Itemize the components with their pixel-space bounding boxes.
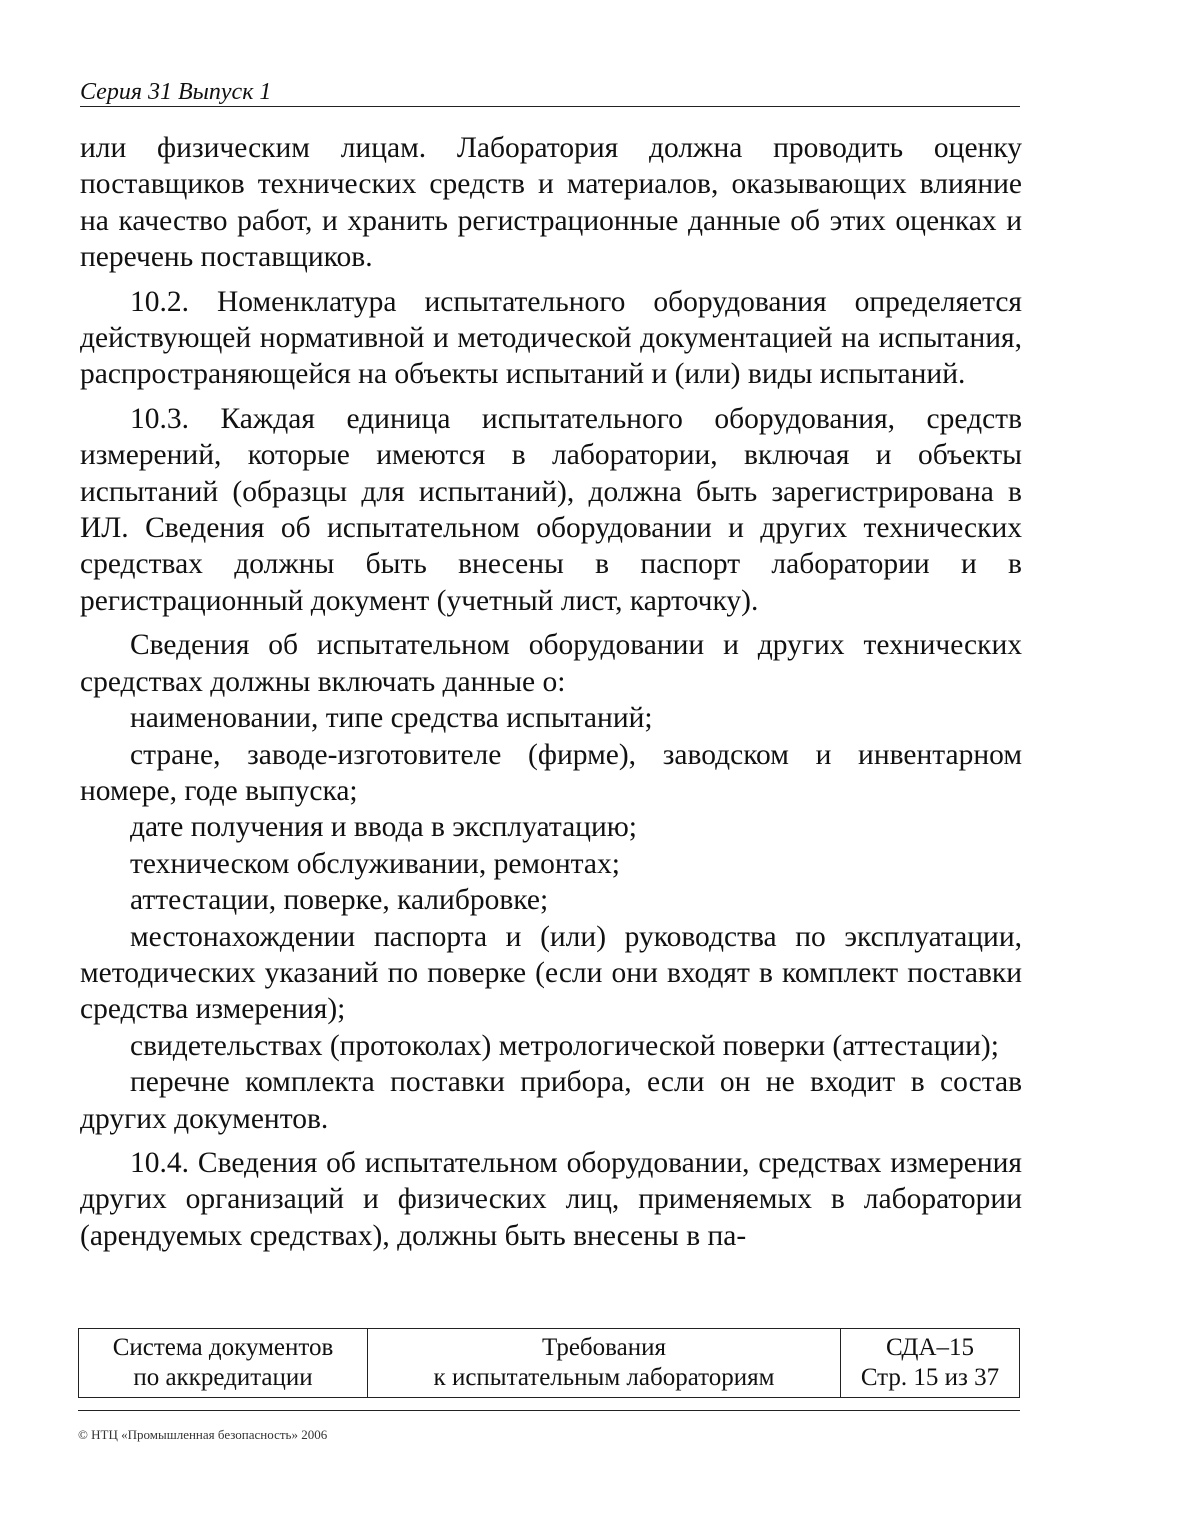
list-item: техническом обслуживании, ремонтах; (130, 847, 620, 880)
list-item: наименовании, типе средства испытаний; (130, 702, 653, 735)
footer-code-cell (841, 1329, 1020, 1398)
footer-code: СДА–15 (885, 1334, 975, 1361)
list-item: местонахождении паспорта и (или) руководства по эксплуатации, методических указаний по поверке (если они входят в комплект поставки средства измерения); (80, 920, 1022, 1026)
list-item: стране, заводе-изготовителе (фирме), заводском и инвентарном номере, годе выпуска; (80, 738, 1022, 807)
paragraph: 10.2. Номенклатура испытательного оборудования определяется действующей нормативной и методической документацией на испытания, распространяющейся на объекты испытаний и (или) виды испытаний. (80, 285, 1022, 391)
copyright-text: © НТЦ «Промышленная безопасность» 2006 (78, 1427, 328, 1442)
footer-divider (78, 1410, 1020, 1411)
footer-title-cell (368, 1329, 841, 1398)
footer-table (78, 1328, 1020, 1398)
list-item: свидетельствах (протоколах) метрологической поверки (аттестации); (130, 1029, 999, 1062)
footer-title-line2: к испытательным лабораториям (433, 1364, 775, 1391)
paragraph: 10.4. Сведения об испытательном оборудовании, средствах измерения других организаций и физических лиц, применяемых в лаборатории (арендуемых средствах), должны быть внесены в па- (80, 1146, 1022, 1252)
list-item: аттестации, поверке, калибровке; (130, 884, 549, 917)
paragraph: 10.3. Каждая единица испытательного оборудования, средств измерений, которые имеются в лаборатории, включая и объекты испытаний (образцы для испытаний), должна быть зарегистрирована в ИЛ. Сведения об испытательном оборудовании и других технических средствах должны быть внесены в паспорт лаборатории и в регистрационный документ (учетный лист, карточку). (80, 402, 1022, 617)
footer-system-line1: Система документов (112, 1334, 334, 1361)
document-body (80, 130, 1022, 1254)
footer-title-line1: Требования (542, 1334, 666, 1361)
list-item: перечне комплекта поставки прибора, если он не входит в состав других документов. (80, 1066, 1022, 1135)
paragraph: Сведения об испытательном оборудовании и других технических средствах должны включать данные о: (80, 629, 1022, 698)
list-item: дате получения и ввода в эксплуатацию; (130, 811, 637, 844)
footer-system-cell (79, 1329, 368, 1398)
footer-page-number: Стр. 15 из 37 (860, 1364, 1000, 1391)
footer-system-line2: по аккредитации (133, 1364, 313, 1391)
page-header (80, 76, 1020, 107)
paragraph: или физическим лицам. Лаборатория должна проводить оценку поставщиков технических средств и материалов, оказывающих влияние на качество работ, и хранить регистрационные данные об этих оценках и перечень поставщиков. (80, 132, 1022, 274)
series-title: Серия 31 Выпуск 1 (80, 79, 272, 105)
